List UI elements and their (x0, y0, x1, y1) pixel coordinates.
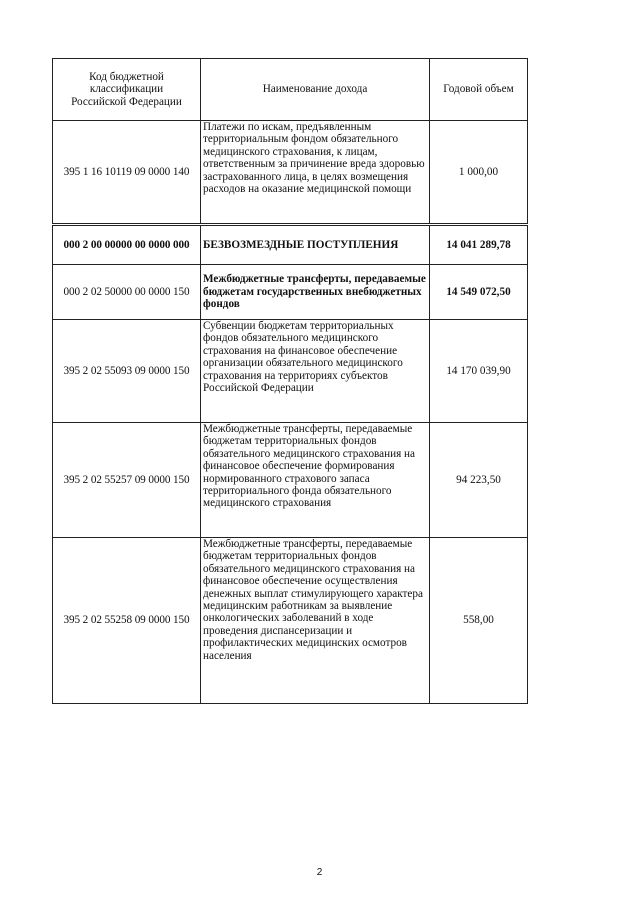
table-header-row (53, 59, 528, 121)
row-code: 000 2 02 50000 00 0000 150 (53, 265, 201, 320)
table-row (53, 225, 528, 265)
row-name: Платежи по искам, предъявленным территориальным фондом обязательного медицинского страхования, к лицам, ответственным за причинение вреда здоровью застрахованного лица, в целях возмещения расходов на оказание медицинской помощи (201, 121, 430, 225)
row-name: Межбюджетные трансферты, передаваемые бюджетам государственных внебюджетных фондов (201, 265, 430, 320)
row-volume: 14 041 289,78 (430, 225, 528, 265)
table-row (53, 265, 528, 320)
table-row (53, 423, 528, 538)
row-name: Межбюджетные трансферты, передаваемые бюджетам территориальных фондов обязательного медицинского страхования на финансовое обеспечение формирования нормированного страхового запаса территориального фонда обязательного медицинского страхования (201, 423, 430, 538)
row-name: БЕЗВОЗМЕЗДНЫЕ ПОСТУПЛЕНИЯ (201, 225, 430, 265)
row-code: 000 2 00 00000 00 0000 000 (53, 225, 201, 265)
row-volume: 14 170 039,90 (430, 320, 528, 423)
revenue-table (52, 58, 528, 704)
row-code: 395 2 02 55093 09 0000 150 (53, 320, 201, 423)
page-number: 2 (316, 867, 323, 878)
row-volume: 94 223,50 (430, 423, 528, 538)
row-code: 395 2 02 55257 09 0000 150 (53, 423, 201, 538)
row-code: 395 1 16 10119 09 0000 140 (53, 121, 201, 225)
header-volume: Годовой объем (430, 59, 528, 121)
row-name: Субвенции бюджетам территориальных фондов обязательного медицинского страхования на финансовое обеспечение организации обязательного медицинского страхования на территориях субъектов Российской Федерации (201, 320, 430, 423)
row-volume: 558,00 (430, 538, 528, 704)
table-row (53, 538, 528, 704)
row-code: 395 2 02 55258 09 0000 150 (53, 538, 201, 704)
table-row (53, 320, 528, 423)
row-volume: 1 000,00 (430, 121, 528, 225)
header-code: Код бюджетной классификации Российской Федерации (53, 59, 201, 121)
row-volume: 14 549 072,50 (430, 265, 528, 320)
header-name: Наименование дохода (201, 59, 430, 121)
row-name: Межбюджетные трансферты, передаваемые бюджетам территориальных фондов обязательного медицинского страхования на финансовое обеспечение осуществления денежных выплат стимулирующего характера медицинским работникам за выявление онкологических заболеваний в ходе проведения диспансеризации и профилактических медицинских осмотров населения (201, 538, 430, 704)
table-row (53, 121, 528, 225)
